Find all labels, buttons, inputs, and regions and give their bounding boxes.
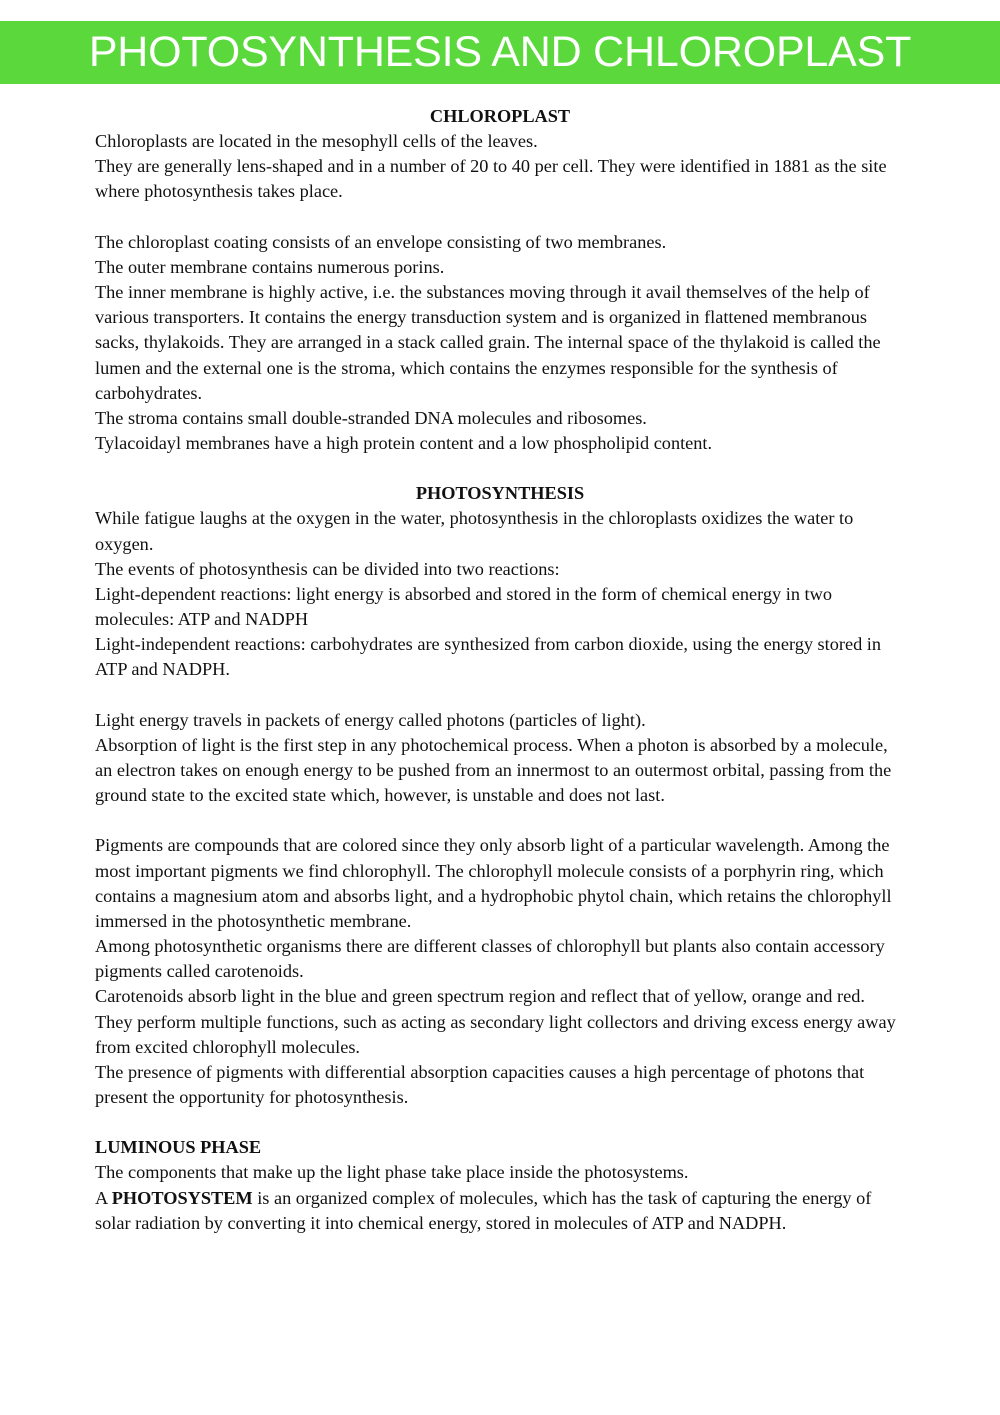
paragraph: Carotenoids absorb light in the blue and green spectrum region and reflect that of yellow, orange and red. They perform multiple functions, such as acting as secondary light collectors and driving excess energy away from excited chlorophyll molecules.: [95, 986, 896, 1057]
paragraph: Light-independent reactions: carbohydrates are synthesized from carbon dioxide, using the energy stored in ATP and NADPH.: [95, 634, 882, 680]
paragraph-spacer: [95, 205, 905, 230]
paragraph: Among photosynthetic organisms there are different classes of chlorophyll but plants also contain accessory pigments called carotenoids.: [95, 936, 885, 982]
paragraph-spacer: [95, 683, 905, 708]
title-banner: [0, 21, 1000, 84]
paragraph: The presence of pigments with differential absorption capacities causes a high percentage of photons that present the opportunity for photosynthesis.: [95, 1061, 865, 1108]
paragraph: They are generally lens-shaped and in a number of 20 to 40 per cell. They were identified in 1881 as the site where photosynthesis takes place.: [95, 156, 887, 202]
paragraph: Light-dependent reactions: light energy is absorbed and stored in the form of chemical energy in two molecules: ATP and NADPH: [95, 583, 832, 630]
section-heading-luminous-phase: LUMINOUS PHASE: [95, 1137, 262, 1158]
paragraph: The outer membrane contains numerous porins.: [95, 256, 445, 277]
paragraph: The components that make up the light phase take place inside the photosystems.: [95, 1162, 689, 1183]
paragraph: Pigments are compounds that are colored since they only absorb light of a particular wavelength. Among the most important pigments we find chlorophyll. The chlorophyll molecule consists of a porphyrin ring, which contains a magnesium atom and absorbs light, and a hydrophobic phytol chain, which retains the chlorophyll immersed in the photosynthetic membrane.: [95, 835, 892, 931]
page-title: PHOTOSYNTHESIS AND CHLOROPLAST: [88, 28, 912, 76]
paragraph-spacer: [95, 456, 905, 481]
paragraph: Tylacoidayl membranes have a high protein content and a low phospholipid content.: [95, 433, 713, 454]
section-heading-chloroplast: CHLOROPLAST: [429, 106, 571, 126]
paragraph-spacer: [95, 808, 905, 833]
key-term-photosystem: PHOTOSYSTEM: [111, 1187, 253, 1208]
paragraph: The inner membrane is highly active, i.e. the substances moving through it avail themselves of the help of various transporters. It contains the energy transduction system and is organized in flattened membranous sacks, thylakoids. They are arranged in a stack called grain. The internal space of the thylakoid is called the lumen and the external one is the stroma, which contains the enzymes responsible for the synthesis of carbohydrates.: [95, 282, 881, 403]
paragraph: Absorption of light is the first step in any photochemical process. When a photon is absorbed by a molecule, an electron takes on enough energy to be pushed from an innermost to an outermost orbital, passing from the ground state to the excited state which, however, is unstable and does not last.: [95, 734, 892, 806]
paragraph-spacer: [95, 1110, 905, 1135]
paragraph: The stroma contains small double-stranded DNA molecules and ribosomes.: [95, 407, 647, 428]
paragraph-text: is an organized complex of molecules, which has the task of capturing the energy of solar radiation by converting it into chemical energy, stored in molecules of ATP and NADPH.: [95, 1187, 872, 1233]
paragraph-photosystem: [95, 1186, 905, 1236]
paragraph: The chloroplast coating consists of an envelope consisting of two membranes.: [95, 231, 667, 252]
paragraph: The events of photosynthesis can be divided into two reactions:: [95, 558, 560, 579]
paragraph: While fatigue laughs at the oxygen in the water, photosynthesis in the chloroplasts oxidizes the water to oxygen.: [95, 508, 854, 554]
paragraph: Chloroplasts are located in the mesophyll cells of the leaves.: [95, 131, 538, 152]
section-heading-photosynthesis: PHOTOSYNTHESIS: [415, 483, 585, 504]
document-body: [95, 104, 905, 1236]
paragraph-prefix: A: [95, 1187, 112, 1208]
paragraph: Light energy travels in packets of energy called photons (particles of light).: [95, 709, 646, 730]
